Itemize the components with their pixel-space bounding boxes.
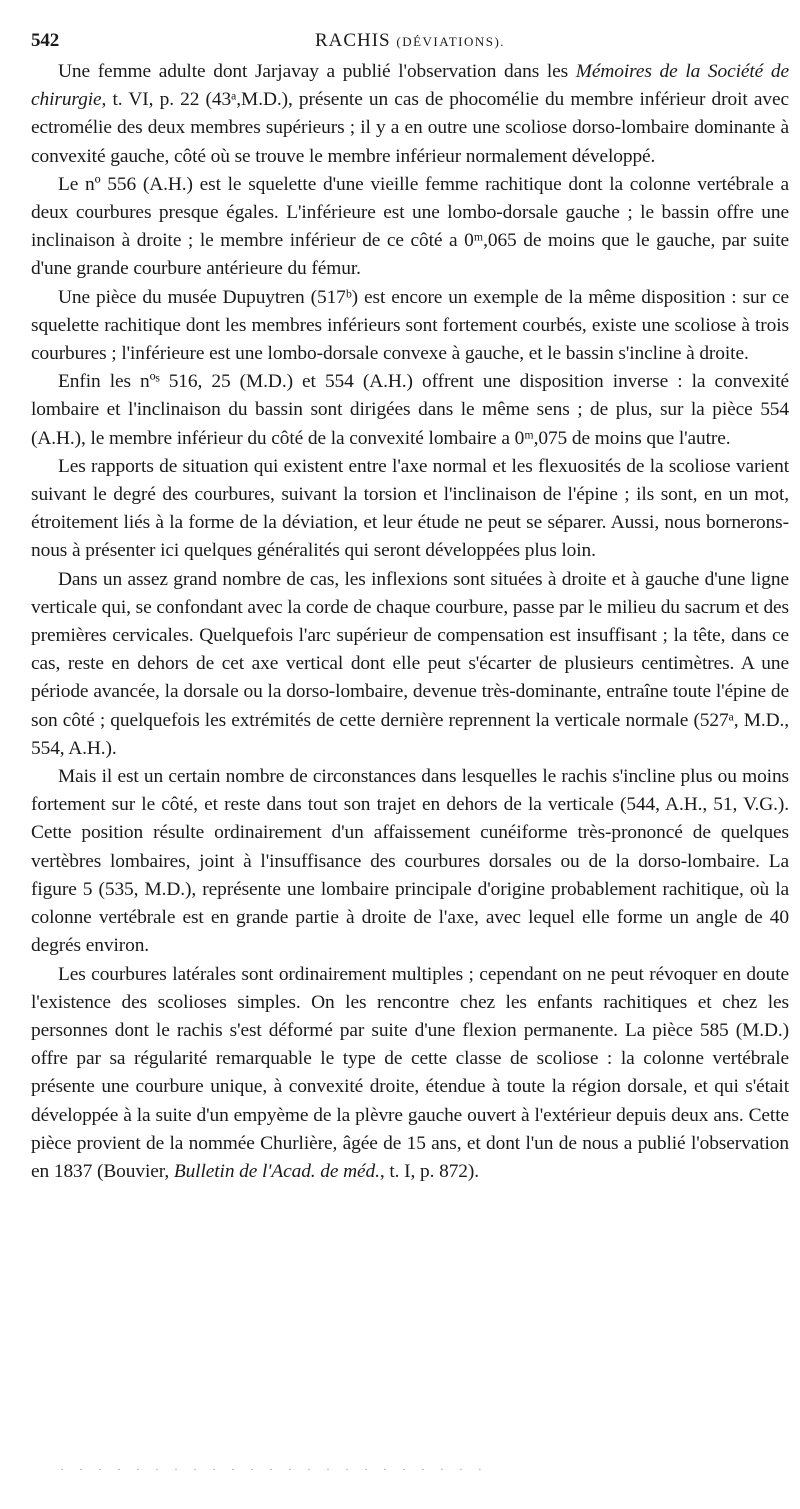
page-number: 542 bbox=[31, 30, 60, 51]
running-head bbox=[31, 26, 789, 57]
paragraph bbox=[31, 566, 789, 763]
paragraph-text: , t. VI, p. 22 (43ᵃ,M.D.), présente un cas de phocomélie du membre inférieur droit avec ectromélie des deux membres supérieurs ; il y a en outre une scoliose dorso-lombaire dominante à convexité gauche, côté où se trouve le membre inférieur normalement développé. bbox=[31, 89, 789, 167]
bleed-through-marks: · · · · · · · · · · · · · · · · · · · · · · · bbox=[60, 1462, 488, 1476]
running-head-title: RACHIS bbox=[314, 30, 391, 51]
running-head-subtitle: (DÉVIATIONS). bbox=[396, 34, 506, 49]
paragraph bbox=[31, 171, 789, 284]
paragraph-text: , t. I, p. 872). bbox=[379, 1160, 480, 1182]
body-text bbox=[31, 58, 789, 1186]
paragraph-text: Une pièce du musée Dupuytren (517ᵇ) est encore un exemple de la même disposition : sur ce squelette rachitique dont les membres inférieurs sont fortement courbés, existe une scoliose à trois courbures ; l'inférieure est une lombo-dorsale convexe à gauche, et le bassin s'incline à droite. bbox=[31, 286, 789, 365]
paragraph bbox=[31, 961, 789, 1187]
paragraph-text: Enfin les nºˢ 516, 25 (M.D.) et 554 (A.H.) offrent une disposition inverse : la convexité lombaire et l'inclinaison du bassin sont dirigées dans le même sens ; de plus, sur la pièce 554 (A.H.), le membre inférieur du côté de la convexité lombaire a 0ᵐ,075 de moins que l'autre. bbox=[31, 371, 789, 449]
paragraph-text: Mais il est un certain nombre de circonstances dans lesquelles le rachis s'incline plus ou moins fortement sur le côté, et reste dans tout son trajet en dehors de la verticale (544, A.H., 51, V.G.). Cette position résulte ordinairement d'un affaissement cunéiforme très-prononcé de quelques vertèbres lombaires, joint à l'insuffisance des courbures dorsales ou de la dorso-lombaire. La figure 5 (535, M.D.), représente une lombaire principale d'origine probablement rachitique, où la colonne vertébrale est en grande partie à droite de l'axe, avec lequel elle forme un angle de 40 degrés environ. bbox=[31, 766, 789, 957]
paragraph-text: Les rapports de situation qui existent entre l'axe normal et les flexuosités de la scoliose varient suivant le degré des courbures, suivant la torsion et l'inclinaison de l'épine ; ils sont, en un mot, étroitement liés à la forme de la déviation, et leur étude ne peut se séparer. Aussi, nous bornerons-nous à présenter ici quelques généralités qui seront développées plus loin. bbox=[31, 455, 789, 562]
paragraph bbox=[31, 58, 789, 171]
paragraph bbox=[31, 453, 789, 566]
italic-citation: Mémoires de la Société de chirurgie bbox=[31, 61, 789, 111]
paragraph bbox=[31, 284, 789, 369]
paragraph-text: Le nº 556 (A.H.) est le squelette d'une vieille femme rachitique dont la colonne vertébrale a deux courbures presque égales. L'inférieure est une lombo-dorsale gauche ; le bassin offre une inclinaison à droite ; le membre inférieur de ce côté a 0ᵐ,065 de moins que le gauche, par suite d'une grande courbure antérieure du fémur. bbox=[31, 173, 789, 280]
paragraph-text: Dans un assez grand nombre de cas, les inflexions sont situées à droite et à gauche d'une ligne verticale qui, se confondant avec la corde de chaque courbure, passe par le milieu du sacrum et des premières cervicales. Quelquefois l'arc supérieur de compensation est insuffisant ; la tête, dans ce cas, reste en dehors de cet axe vertical dont elle peut s'écarter de plusieurs centimètres. A une période avancée, la dorsale ou la dorso-lombaire, devenue très-dominante, entraîne toute l'épine de son côté ; quelquefois les extrémités de cette dernière reprennent la verticale normale (527ᵃ, M.D., 554, A.H.). bbox=[31, 568, 789, 759]
document-page bbox=[31, 26, 789, 1186]
page-header bbox=[31, 26, 789, 56]
paragraph bbox=[31, 763, 789, 960]
paragraph-text: Une femme adulte dont Jarjavay a publié l'observation dans les bbox=[58, 61, 576, 82]
paragraph bbox=[31, 368, 789, 453]
italic-citation: Bulletin de l'Acad. de méd. bbox=[173, 1160, 380, 1182]
paragraph-text: Les courbures latérales sont ordinairement multiples ; cependant on ne peut révoquer en doute l'existence des scolioses simples. On les rencontre chez les enfants rachitiques et chez les personnes dont le rachis s'est déformé par suite d'une flexion permanente. La pièce 585 (M.D.) offre par sa régularité remarquable le type de cette classe de scoliose : la colonne vertébrale présente une courbure unique, à convexité droite, étendue à toute la région dorsale, et qui s'était développée à la suite d'un empyème de la plèvre gauche ouvert à l'extérieur depuis deux ans. Cette pièce provient de la nommée Churlière, âgée de 15 ans, et dont l'un de nous a publié l'observation en 1837 (Bouvier, bbox=[31, 963, 789, 1182]
